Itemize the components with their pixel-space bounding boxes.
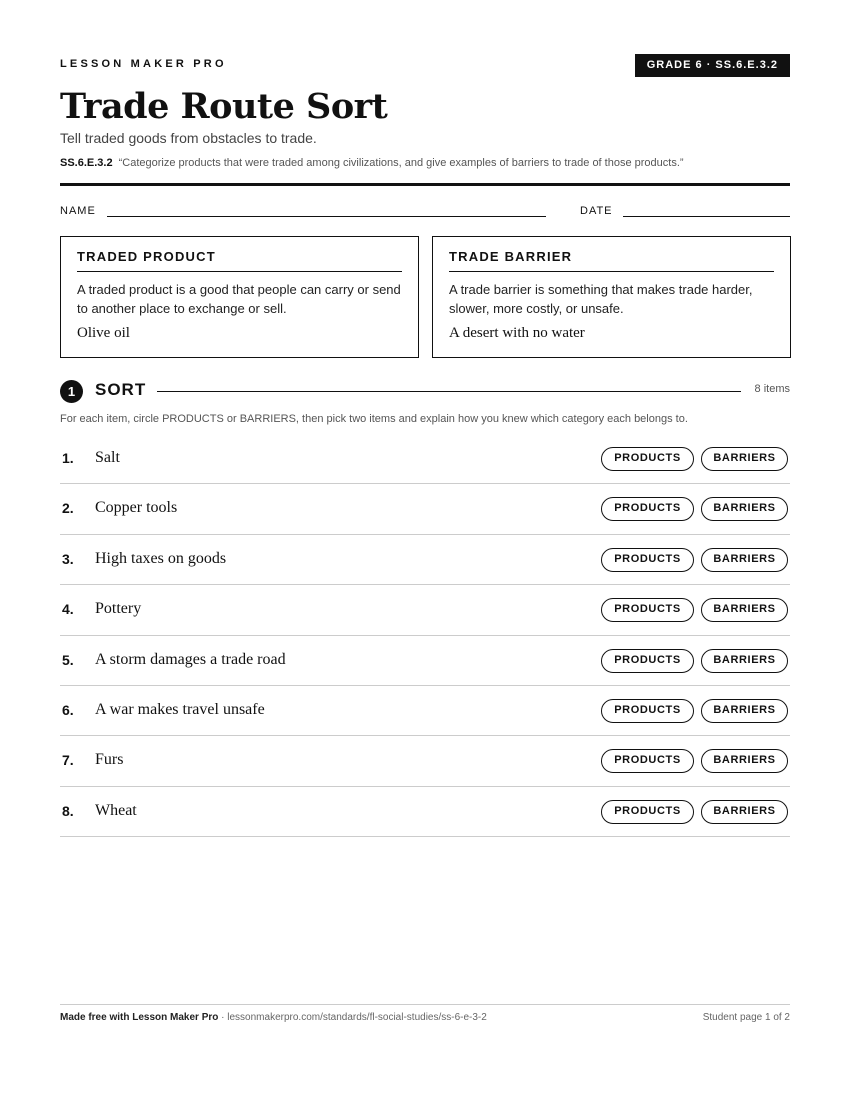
products-choice[interactable]: PRODUCTS — [601, 548, 694, 572]
section-divider — [157, 391, 741, 392]
item-count: 8 items — [754, 383, 790, 395]
products-choice[interactable]: PRODUCTS — [601, 497, 694, 521]
barriers-choice[interactable]: BARRIERS — [701, 447, 788, 471]
footer-divider — [60, 1004, 790, 1005]
definition-box-product — [60, 236, 419, 358]
products-choice[interactable]: PRODUCTS — [601, 749, 694, 773]
name-label: NAME — [60, 205, 96, 217]
products-choice[interactable]: PRODUCTS — [601, 649, 694, 673]
item-number: 7. — [62, 752, 74, 769]
item-number: 2. — [62, 500, 74, 517]
name-field[interactable] — [107, 216, 546, 217]
item-text: Salt — [95, 449, 120, 466]
grade-badge: GRADE 6 · SS.6.E.3.2 — [635, 54, 790, 77]
products-choice[interactable]: PRODUCTS — [601, 800, 694, 824]
item-text: A war makes travel unsafe — [95, 700, 265, 718]
barriers-choice[interactable]: BARRIERS — [701, 497, 788, 521]
barriers-choice[interactable]: BARRIERS — [701, 699, 788, 723]
list-item — [60, 535, 790, 585]
list-item — [60, 686, 790, 736]
products-choice[interactable]: PRODUCTS — [601, 699, 694, 723]
item-number: 8. — [62, 802, 74, 819]
item-text: A storm damages a trade road — [95, 650, 286, 668]
item-text: Wheat — [95, 801, 137, 819]
barriers-choice[interactable]: BARRIERS — [701, 749, 788, 773]
definition-heading: TRADE BARRIER — [449, 249, 774, 272]
list-item — [60, 585, 790, 635]
barriers-choice[interactable]: BARRIERS — [701, 649, 788, 673]
date-label: DATE — [580, 205, 613, 217]
section-instructions: For each item, circle PRODUCTS or BARRIERS, then pick two items and explain how you knew which category each belongs to. — [60, 413, 688, 425]
barriers-choice[interactable]: BARRIERS — [701, 548, 788, 572]
page-title: Trade Route Sort — [60, 86, 388, 127]
products-choice[interactable]: PRODUCTS — [601, 447, 694, 471]
section-title: SORT — [95, 380, 147, 399]
item-text: Copper tools — [95, 499, 178, 517]
definition-example: Olive oil — [77, 325, 130, 341]
definition-example: A desert with no water — [449, 325, 585, 341]
item-text: Furs — [95, 751, 124, 769]
item-number: 3. — [62, 550, 74, 567]
item-number: 6. — [62, 701, 74, 718]
item-number: 1. — [62, 450, 74, 466]
barriers-choice[interactable]: BARRIERS — [701, 800, 788, 824]
definition-text: A trade barrier is something that makes trade harder, slower, more costly, or unsafe. — [449, 282, 753, 316]
definition-heading: TRADED PRODUCT — [77, 249, 402, 272]
standard-line — [60, 157, 684, 169]
page-subtitle: Tell traded goods from obstacles to trade. — [60, 130, 317, 146]
standard-code: SS.6.E.3.2 — [60, 157, 113, 169]
item-text: High taxes on goods — [95, 549, 227, 567]
list-item — [60, 736, 790, 786]
definition-text: A traded product is a good that people can carry or send to another place to exchange or sell. — [77, 282, 401, 316]
barriers-choice[interactable]: BARRIERS — [701, 598, 788, 622]
footer-made-with: Made free with Lesson Maker Pro — [60, 1012, 219, 1023]
item-text: Pottery — [95, 600, 142, 618]
standard-text: “Categorize products that were traded among civilizations, and give examples of barriers to trade of those products.” — [118, 157, 684, 169]
definition-box-barrier — [432, 236, 791, 358]
header-divider — [60, 183, 790, 186]
section-number-badge: 1 — [60, 380, 83, 403]
worksheet-page — [60, 0, 790, 1100]
products-choice[interactable]: PRODUCTS — [601, 598, 694, 622]
list-item — [60, 636, 790, 686]
footer-url: · lessonmakerpro.com/standards/fl-social-studies/ss-6-e-3-2 — [218, 1012, 487, 1023]
list-item — [60, 787, 790, 837]
item-number: 5. — [62, 651, 74, 668]
list-item — [60, 434, 790, 484]
brand-name: LESSON MAKER PRO — [60, 58, 227, 70]
item-number: 4. — [62, 601, 74, 618]
footer-credit — [60, 1012, 487, 1023]
page-indicator: Student page 1 of 2 — [702, 1012, 790, 1023]
sort-item-list — [60, 434, 790, 837]
date-field[interactable] — [623, 216, 790, 217]
list-item — [60, 484, 790, 534]
